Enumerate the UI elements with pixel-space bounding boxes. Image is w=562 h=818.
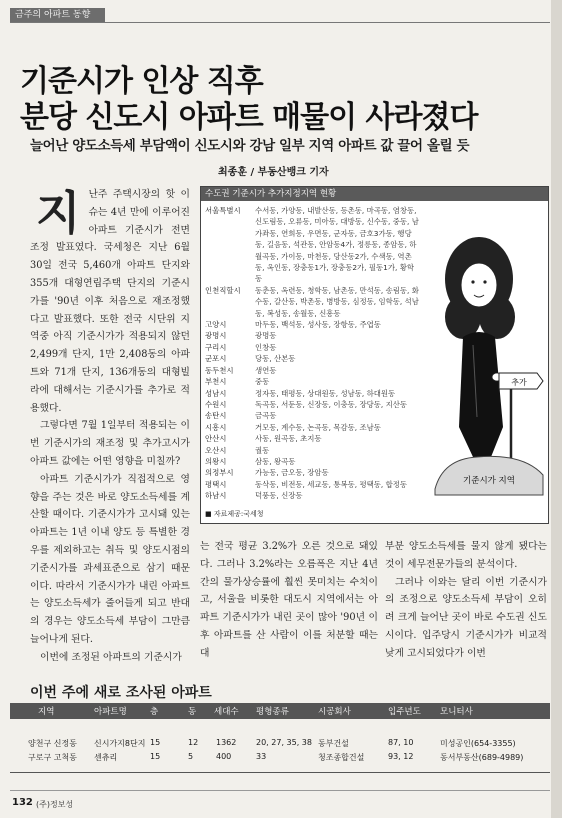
- region-row: [203, 422, 423, 433]
- region-name: 평택시: [205, 479, 227, 489]
- region-row: [203, 365, 423, 376]
- region-name: 의왕시: [205, 456, 227, 466]
- body-column-3: [385, 538, 547, 663]
- region-dongs: 가능동, 금오동, 장암동: [255, 468, 329, 478]
- table-bottom-rule: [10, 772, 550, 773]
- region-row: [203, 456, 423, 467]
- subhead: 늘어난 양도소득세 부담액이 신도시와 강남 일부 지역 아파트 값 끌어 올릴 듯: [30, 138, 470, 154]
- footer-rule: [10, 790, 550, 791]
- region-row: [203, 399, 423, 410]
- table-cell: 센츄리: [94, 753, 118, 762]
- table-cell: 양천구 신정동: [28, 739, 77, 748]
- apartments-table-header: [10, 703, 550, 719]
- column-header: 층: [150, 707, 159, 717]
- column-header: 시공회사: [318, 707, 351, 717]
- page-number: 132: [12, 797, 33, 808]
- ground-text: 기준시가 지역: [463, 476, 515, 486]
- region-name: 하남시: [205, 491, 227, 501]
- table-cell: 33: [256, 752, 267, 761]
- table-cell: 87, 10: [388, 738, 414, 747]
- table-cell: 미성공인(654-3355): [440, 739, 516, 748]
- region-dongs: 인창동: [255, 342, 277, 352]
- headline-line2: 분당 신도시 아파트 매물이 사라졌다: [20, 100, 478, 135]
- region-row: [203, 319, 423, 330]
- region-row: [203, 376, 423, 387]
- paragraph: 이번에 조정된 아파트의 기준시가: [40, 651, 182, 663]
- region-dongs: 중동: [255, 377, 270, 387]
- region-dongs: 생연동: [255, 365, 277, 375]
- region-dongs: 사동, 원곡동, 초지동: [255, 434, 322, 444]
- paragraph: 부분 양도소득세를 물지 않게 됐다는 것이 세무전문가들의 분석이다.: [385, 541, 547, 570]
- region-row: [203, 490, 423, 501]
- top-rule: [10, 22, 550, 23]
- source-note: ■ 자료제공:국세청: [205, 510, 264, 518]
- table-cell: 동서부동산(689-4989): [440, 753, 524, 762]
- dropcap: 지: [36, 186, 81, 240]
- region-name: 송탄시: [205, 411, 227, 421]
- region-row: [203, 433, 423, 444]
- region-row: [203, 330, 423, 341]
- region-name: 동두천시: [205, 365, 234, 375]
- paragraph: 난주 주택시장의 핫 이슈는 4년 만에 이루어진 아파트 기준시가 전면 조정 발표였다. 국세청은 지난 6월 30일 전국 5,460개 아파트 단지와 355개 대형연립주택 단지의 기준시가를 '90년 이후 처음으로 재조정했다고 발표했다. 또한 전국 시단위 지역중 아직 기준시가가 적용되지 않던 2,499개 단지, 1만 2,408동의 아파트와 71개 단지, 136개동의 대형빌라에 대해서는 기준시가를 추가로 적용했다.: [30, 189, 190, 414]
- region-dongs: 마두동, 백석동, 성사동, 장항동, 주엽동: [255, 320, 381, 330]
- table-cell: 12: [188, 738, 199, 747]
- apartments-section-title: 이번 주에 새로 조사된 아파트: [30, 685, 212, 701]
- region-row: [203, 479, 423, 490]
- region-name: 부천시: [205, 377, 227, 387]
- region-dongs: 독곡동, 서둔동, 신장동, 이충동, 장당동, 지산동: [255, 399, 408, 409]
- region-row: [203, 205, 423, 285]
- column-header: 모니터사: [440, 707, 473, 717]
- column-header: 입주년도: [388, 707, 421, 717]
- table-cell: 400: [216, 752, 232, 761]
- region-row: [203, 467, 423, 478]
- paragraph: 그러나 이와는 달리 이번 기준시가의 조정으로 양도소득세 부담이 오히려 크게 늘어난 곳이 바로 수도권 신도시이다. 입주당시 기준시가가 비교적 낮게 고시되었다가 이번: [385, 576, 547, 659]
- region-dongs: 삼동, 왕곡동: [255, 456, 296, 466]
- column-header: 지역: [38, 707, 55, 717]
- region-row: [203, 388, 423, 399]
- headline-line1: 기준시가 인상 직후: [20, 64, 263, 99]
- table-cell: 5: [188, 752, 194, 761]
- paragraph: 그렇다면 7월 1일부터 적용되는 이번 기준시가의 재조정 및 추가고시가 아파트 값에는 어떤 영향을 미칠까?: [30, 420, 190, 467]
- region-dongs: 광명동: [255, 331, 277, 341]
- scan-edge: [551, 0, 562, 818]
- region-name: 안산시: [205, 434, 227, 444]
- sign-text: 추가: [511, 378, 527, 387]
- region-name: 서울특별시: [205, 206, 241, 215]
- table-cell: 구로구 고척동: [28, 753, 77, 762]
- region-name: 인천직할시: [205, 285, 241, 295]
- table-cell: 1362: [216, 738, 237, 747]
- region-dongs: 덕풍동, 신장동: [255, 491, 303, 501]
- region-name: 광명시: [205, 331, 227, 341]
- paragraph: 는 전국 평균 3.2%가 오른 것으로 돼있다. 그러나 3.2%라는 오름폭은 지난 4년 간의 물가상승률에 훨씬 못미치는 수치이고, 서울을 비롯한 대도시 지역에서는 아파트 기준시가가 내린 곳이 많아 '90년 이후 아파트를 산 사람이 이를 처분할 때는 대: [200, 541, 378, 659]
- publisher: (주)정보성: [36, 800, 74, 809]
- region-row: [203, 285, 423, 319]
- table-cell: 신시가지8단지: [94, 739, 146, 748]
- region-name: 의정부시: [205, 468, 234, 478]
- region-table: [203, 205, 423, 502]
- region-dongs: 정자동, 태평동, 상대원동, 성남동, 하대원동: [255, 388, 396, 398]
- region-name: 구리시: [205, 342, 227, 352]
- region-row: [203, 410, 423, 421]
- table-cell: 동부건설: [318, 739, 349, 748]
- body-column-2: [200, 538, 378, 663]
- region-row: [203, 353, 423, 364]
- region-row: [203, 445, 423, 456]
- column-header: 아파트명: [94, 707, 127, 717]
- region-dongs: 수서동, 가양동, 내발산동, 등촌동, 마곡동, 염창동, 신도림동, 오류동, 미아동, 대방동, 신수동, 중동, 남가좌동, 연희동, 우면동, 군자동, 금호3가동, 행당동, 길음동, 석관동, 안암동4가, 정릉동, 종암동, 하월곡동, 가이동, 마천동, 당산동2가, 수색동, 역촌동, 옥인동, 장충동1가, 장충동2가, 필동1가, 황학동: [255, 206, 419, 284]
- region-info-box: [200, 186, 549, 524]
- table-cell: 청조종합건설: [318, 753, 365, 762]
- region-name: 성남시: [205, 388, 227, 398]
- region-dongs: 동춘동, 옥련동, 청학동, 남촌동, 만석동, 송림동, 화수동, 갈산동, 박촌동, 병방동, 심정동, 임학동, 석남동, 복성동, 송월동, 신흥동: [255, 285, 419, 318]
- body-column-1: [30, 186, 190, 667]
- region-name: 고양시: [205, 320, 227, 330]
- table-cell: 20, 27, 35, 38: [256, 738, 312, 747]
- paragraph: 아파트 기준시가가 직접적으로 영향을 주는 것은 바로 양도소득세를 계산할 때이다. 기준시가가 고시돼 있는 아파트는 1년 이내 양도 등 특별한 경우를 제외하고는 취득 및 양도시점의 기준시가를 과세표준으로 삼기 때문이다. 따라서 기준시가가 내린 아파트는 양도소득세가 줄어들게 되고 반대의 경우는 양도소득세 부담이 그만큼 늘어나게 된다.: [30, 473, 190, 645]
- region-dongs: 궐동: [255, 445, 270, 455]
- woman-signpost-illustration: [433, 227, 545, 497]
- region-dongs: 금곡동: [255, 411, 277, 421]
- apartments-table-body: [10, 738, 550, 768]
- region-dongs: 동삭동, 비전동, 세교동, 통복동, 평택동, 합정동: [255, 479, 408, 489]
- box-title: 수도권 기준시가 추가지정지역 현황: [201, 187, 548, 201]
- region-row: [203, 342, 423, 353]
- table-cell: 15: [150, 752, 161, 761]
- region-name: 군포시: [205, 354, 227, 364]
- column-header: 동: [188, 707, 197, 717]
- region-name: 오산시: [205, 445, 227, 455]
- section-tag: 금주의 아파트 동향: [10, 8, 105, 22]
- column-header: 평형종류: [256, 707, 289, 717]
- byline: 최종훈 / 부동산뱅크 기자: [218, 167, 329, 178]
- table-cell: 93, 12: [388, 752, 414, 761]
- region-dongs: 거모동, 계수동, 논곡동, 목감동, 조남동: [255, 422, 381, 432]
- table-cell: 15: [150, 738, 161, 747]
- region-name: 수원시: [205, 399, 227, 409]
- column-header: 세대수: [214, 707, 239, 717]
- region-dongs: 당동, 산본동: [255, 354, 296, 364]
- region-name: 시흥시: [205, 422, 227, 432]
